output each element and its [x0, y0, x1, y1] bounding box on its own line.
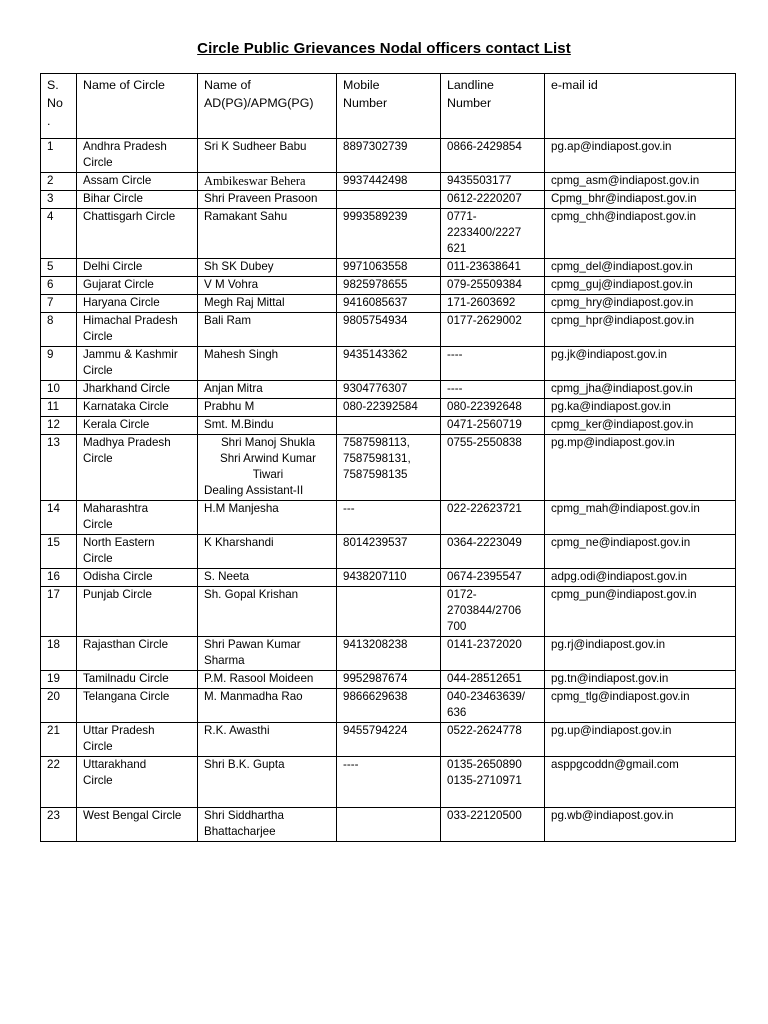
officer-designation: Dealing Assistant-II — [204, 484, 304, 497]
cell-officer-name: Anjan Mitra — [198, 381, 337, 399]
table-row — [41, 535, 736, 569]
cell-circle: North Eastern Circle — [77, 535, 198, 569]
cell-landline: 011-23638641 — [441, 259, 545, 277]
table-row — [41, 587, 736, 637]
cell-email: pg.ap@indiapost.gov.in — [545, 139, 736, 173]
cell-landline: 022-22623721 — [441, 501, 545, 535]
cell-circle: Maharashtra Circle — [77, 501, 198, 535]
cell-circle: Delhi Circle — [77, 259, 198, 277]
cell-mobile: 8897302739 — [337, 139, 441, 173]
cell-officer-name: Shri Siddhartha Bhattacharjee — [198, 808, 337, 842]
cell-email: cpmg_ne@indiapost.gov.in — [545, 535, 736, 569]
cell-circle: Odisha Circle — [77, 569, 198, 587]
cell-mobile: 9413208238 — [337, 637, 441, 671]
cell-landline: 0612-2220207 — [441, 191, 545, 209]
cell-landline: 040-23463639/ 636 — [441, 689, 545, 723]
cell-circle: Himachal Pradesh Circle — [77, 313, 198, 347]
cell-circle: Bihar Circle — [77, 191, 198, 209]
cell-sno: 19 — [41, 671, 77, 689]
cell-officer-name: V M Vohra — [198, 277, 337, 295]
cell-email: cpmg_asm@indiapost.gov.in — [545, 173, 736, 191]
cell-circle: Karnataka Circle — [77, 399, 198, 417]
cell-officer-name: H.M Manjesha — [198, 501, 337, 535]
cell-mobile: 9435143362 — [337, 347, 441, 381]
cell-mobile: 9416085637 — [337, 295, 441, 313]
cell-email: pg.mp@indiapost.gov.in — [545, 435, 736, 501]
header-sno: S. No . — [41, 74, 77, 139]
cell-sno: 11 — [41, 399, 77, 417]
cell-mobile: 7587598113, 7587598131, 7587598135 — [337, 435, 441, 501]
cell-mobile: 9455794224 — [337, 723, 441, 757]
cell-sno: 14 — [41, 501, 77, 535]
cell-circle: Uttar Pradesh Circle — [77, 723, 198, 757]
cell-officer-name: P.M. Rasool Moideen — [198, 671, 337, 689]
cell-sno: 9 — [41, 347, 77, 381]
cell-mobile: 9304776307 — [337, 381, 441, 399]
cell-landline: 0771- 2233400/2227 621 — [441, 209, 545, 259]
cell-landline: 080-22392648 — [441, 399, 545, 417]
cell-email: cpmg_mah@indiapost.gov.in — [545, 501, 736, 535]
table-row — [41, 671, 736, 689]
header-circle: Name of Circle — [77, 74, 198, 139]
cell-circle: Andhra Pradesh Circle — [77, 139, 198, 173]
cell-email: pg.tn@indiapost.gov.in — [545, 671, 736, 689]
table-row — [41, 435, 736, 501]
cell-circle: West Bengal Circle — [77, 808, 198, 842]
cell-landline: 0522-2624778 — [441, 723, 545, 757]
cell-circle: Punjab Circle — [77, 587, 198, 637]
cell-circle: Assam Circle — [77, 173, 198, 191]
table-row — [41, 277, 736, 295]
cell-landline: 0141-2372020 — [441, 637, 545, 671]
cell-email: cpmg_pun@indiapost.gov.in — [545, 587, 736, 637]
cell-mobile: 9937442498 — [337, 173, 441, 191]
table-row — [41, 173, 736, 191]
cell-sno: 6 — [41, 277, 77, 295]
cell-officer-name: R.K. Awasthi — [198, 723, 337, 757]
cell-landline: 0172- 2703844/2706 700 — [441, 587, 545, 637]
table-row — [41, 399, 736, 417]
cell-officer-name: Sri K Sudheer Babu — [198, 139, 337, 173]
contacts-table — [40, 73, 736, 842]
cell-circle: Tamilnadu Circle — [77, 671, 198, 689]
cell-officer-name: K Kharshandi — [198, 535, 337, 569]
cell-sno: 8 — [41, 313, 77, 347]
cell-mobile: 080-22392584 — [337, 399, 441, 417]
cell-circle: Telangana Circle — [77, 689, 198, 723]
cell-landline: ---- — [441, 347, 545, 381]
table-row — [41, 191, 736, 209]
cell-mobile — [337, 417, 441, 435]
header-mobile: Mobile Number — [337, 74, 441, 139]
cell-email: cpmg_del@indiapost.gov.in — [545, 259, 736, 277]
cell-email: cpmg_guj@indiapost.gov.in — [545, 277, 736, 295]
table-row — [41, 313, 736, 347]
cell-landline: 0135-2650890 0135-2710971 — [441, 757, 545, 808]
cell-sno: 23 — [41, 808, 77, 842]
cell-sno: 12 — [41, 417, 77, 435]
cell-landline: 0364-2223049 — [441, 535, 545, 569]
cell-sno: 13 — [41, 435, 77, 501]
cell-landline: 0866-2429854 — [441, 139, 545, 173]
cell-mobile — [337, 808, 441, 842]
cell-email: cpmg_chh@indiapost.gov.in — [545, 209, 736, 259]
header-landline: Landline Number — [441, 74, 545, 139]
cell-circle: Jharkhand Circle — [77, 381, 198, 399]
table-row — [41, 569, 736, 587]
cell-email: pg.ka@indiapost.gov.in — [545, 399, 736, 417]
table-row — [41, 139, 736, 173]
cell-mobile: ---- — [337, 757, 441, 808]
cell-mobile: 9971063558 — [337, 259, 441, 277]
cell-sno: 21 — [41, 723, 77, 757]
cell-officer-name — [198, 435, 337, 501]
cell-sno: 5 — [41, 259, 77, 277]
cell-sno: 15 — [41, 535, 77, 569]
cell-mobile — [337, 191, 441, 209]
cell-email: pg.up@indiapost.gov.in — [545, 723, 736, 757]
cell-officer-name: Shri Praveen Prasoon — [198, 191, 337, 209]
cell-circle: Jammu & Kashmir Circle — [77, 347, 198, 381]
cell-sno: 20 — [41, 689, 77, 723]
cell-mobile: 8014239537 — [337, 535, 441, 569]
cell-email: pg.jk@indiapost.gov.in — [545, 347, 736, 381]
cell-landline: 0755-2550838 — [441, 435, 545, 501]
cell-landline: 0471-2560719 — [441, 417, 545, 435]
cell-officer-name: Bali Ram — [198, 313, 337, 347]
cell-email: cpmg_tlg@indiapost.gov.in — [545, 689, 736, 723]
cell-landline: 033-22120500 — [441, 808, 545, 842]
cell-landline: ---- — [441, 381, 545, 399]
cell-landline: 171-2603692 — [441, 295, 545, 313]
cell-mobile: 9825978655 — [337, 277, 441, 295]
header-email: e-mail id — [545, 74, 736, 139]
cell-sno: 17 — [41, 587, 77, 637]
cell-landline: 0177-2629002 — [441, 313, 545, 347]
cell-circle: Kerala Circle — [77, 417, 198, 435]
cell-sno: 3 — [41, 191, 77, 209]
table-row — [41, 501, 736, 535]
cell-landline: 079-25509384 — [441, 277, 545, 295]
officer-names: Shri Manoj Shukla Shri Arwind Kumar Tiwari — [219, 436, 316, 481]
cell-email: cpmg_jha@indiapost.gov.in — [545, 381, 736, 399]
cell-sno: 10 — [41, 381, 77, 399]
cell-mobile: 9805754934 — [337, 313, 441, 347]
cell-circle: Madhya Pradesh Circle — [77, 435, 198, 501]
cell-circle: Rajasthan Circle — [77, 637, 198, 671]
table-row — [41, 689, 736, 723]
cell-email: asppgcoddn@gmail.com — [545, 757, 736, 808]
cell-sno: 2 — [41, 173, 77, 191]
cell-officer-name: Ramakant Sahu — [198, 209, 337, 259]
cell-email: adpg.odi@indiapost.gov.in — [545, 569, 736, 587]
cell-circle: Chattisgarh Circle — [77, 209, 198, 259]
table-row — [41, 259, 736, 277]
table-row — [41, 417, 736, 435]
table-row — [41, 757, 736, 808]
page-title: Circle Public Grievances Nodal officers contact List — [197, 40, 571, 57]
cell-officer-name: Shri B.K. Gupta — [198, 757, 337, 808]
table-row — [41, 637, 736, 671]
cell-officer-name: Sh. Gopal Krishan — [198, 587, 337, 637]
cell-sno: 22 — [41, 757, 77, 808]
header-officer-name: Name of AD(PG)/APMG(PG) — [198, 74, 337, 139]
cell-sno: 1 — [41, 139, 77, 173]
cell-mobile: --- — [337, 501, 441, 535]
cell-email: cpmg_ker@indiapost.gov.in — [545, 417, 736, 435]
cell-sno: 4 — [41, 209, 77, 259]
cell-officer-name: Shri Pawan Kumar Sharma — [198, 637, 337, 671]
cell-officer-name: Sh SK Dubey — [198, 259, 337, 277]
table-row — [41, 209, 736, 259]
cell-sno: 7 — [41, 295, 77, 313]
table-row — [41, 808, 736, 842]
cell-circle: Uttarakhand Circle — [77, 757, 198, 808]
cell-sno: 16 — [41, 569, 77, 587]
cell-officer-name: Mahesh Singh — [198, 347, 337, 381]
table-row — [41, 347, 736, 381]
cell-email: pg.rj@indiapost.gov.in — [545, 637, 736, 671]
cell-officer-name: Smt. M.Bindu — [198, 417, 337, 435]
cell-mobile: 9952987674 — [337, 671, 441, 689]
cell-email: cpmg_hry@indiapost.gov.in — [545, 295, 736, 313]
cell-officer-name: Ambikeswar Behera — [198, 173, 337, 191]
cell-email: pg.wb@indiapost.gov.in — [545, 808, 736, 842]
cell-email: Cpmg_bhr@indiapost.gov.in — [545, 191, 736, 209]
table-header-row — [41, 74, 736, 139]
cell-officer-name: S. Neeta — [198, 569, 337, 587]
cell-mobile: 9993589239 — [337, 209, 441, 259]
cell-email: cpmg_hpr@indiapost.gov.in — [545, 313, 736, 347]
cell-sno: 18 — [41, 637, 77, 671]
table-row — [41, 295, 736, 313]
cell-officer-name: Prabhu M — [198, 399, 337, 417]
cell-officer-name: M. Manmadha Rao — [198, 689, 337, 723]
cell-circle: Gujarat Circle — [77, 277, 198, 295]
cell-landline: 9435503177 — [441, 173, 545, 191]
cell-mobile — [337, 587, 441, 637]
cell-landline: 044-28512651 — [441, 671, 545, 689]
cell-officer-name: Megh Raj Mittal — [198, 295, 337, 313]
cell-circle: Haryana Circle — [77, 295, 198, 313]
cell-mobile: 9438207110 — [337, 569, 441, 587]
cell-mobile: 9866629638 — [337, 689, 441, 723]
table-row — [41, 381, 736, 399]
cell-landline: 0674-2395547 — [441, 569, 545, 587]
table-row — [41, 723, 736, 757]
